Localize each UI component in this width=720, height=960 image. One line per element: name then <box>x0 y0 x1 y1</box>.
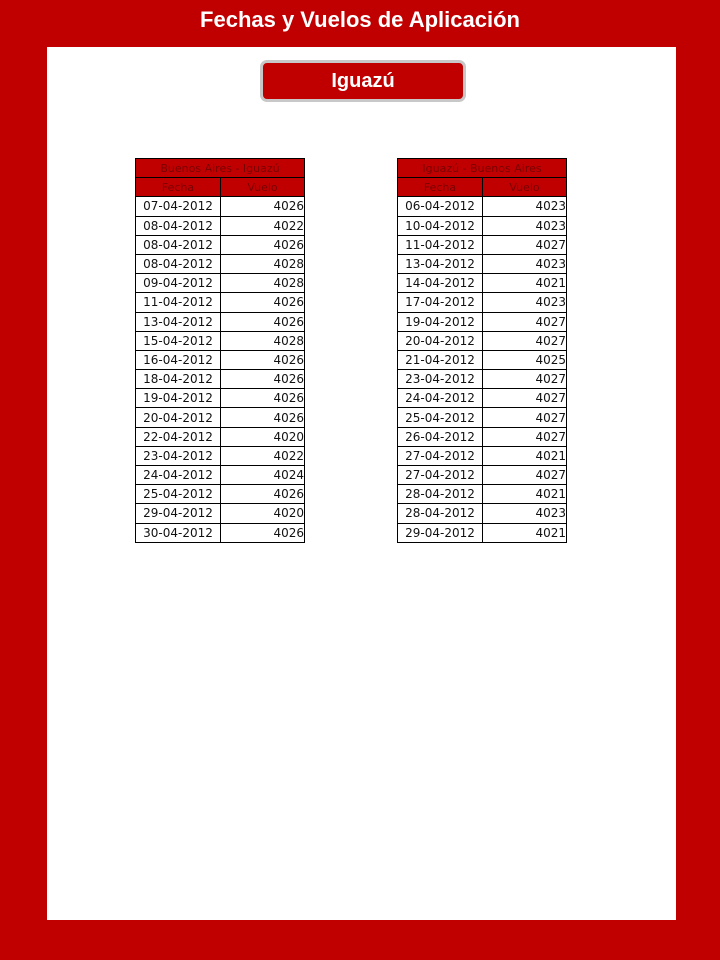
date-cell: 22-04-2012 <box>136 427 221 446</box>
table-row <box>136 254 305 273</box>
table-row <box>398 312 567 331</box>
table-row <box>136 408 305 427</box>
flight-cell: 4026 <box>221 293 305 312</box>
flight-cell: 4022 <box>221 216 305 235</box>
table-row <box>136 235 305 254</box>
table-row <box>136 350 305 369</box>
table-row <box>398 235 567 254</box>
date-cell: 18-04-2012 <box>136 370 221 389</box>
table-row <box>136 293 305 312</box>
date-cell: 08-04-2012 <box>136 254 221 273</box>
date-cell: 07-04-2012 <box>136 197 221 216</box>
column-header-flight: Vuelo <box>221 178 305 197</box>
date-cell: 25-04-2012 <box>136 485 221 504</box>
flight-cell: 4026 <box>221 312 305 331</box>
date-cell: 29-04-2012 <box>398 523 483 542</box>
section-badge: Iguazú <box>260 60 466 102</box>
flight-cell: 4026 <box>221 197 305 216</box>
date-cell: 15-04-2012 <box>136 331 221 350</box>
date-cell: 10-04-2012 <box>398 216 483 235</box>
flight-cell: 4027 <box>483 235 567 254</box>
date-cell: 20-04-2012 <box>136 408 221 427</box>
date-cell: 20-04-2012 <box>398 331 483 350</box>
flight-cell: 4021 <box>483 523 567 542</box>
table-caption: Iguazú - Buenos Aires <box>398 159 567 178</box>
flight-cell: 4020 <box>221 504 305 523</box>
table-row <box>136 485 305 504</box>
flights-table-outbound <box>135 158 305 543</box>
flight-cell: 4022 <box>221 446 305 465</box>
table-row <box>398 408 567 427</box>
flight-cell: 4023 <box>483 504 567 523</box>
date-cell: 13-04-2012 <box>398 254 483 273</box>
table-row <box>398 370 567 389</box>
date-cell: 17-04-2012 <box>398 293 483 312</box>
table-row <box>136 197 305 216</box>
date-cell: 06-04-2012 <box>398 197 483 216</box>
flight-cell: 4028 <box>221 254 305 273</box>
content-sheet <box>47 47 676 920</box>
date-cell: 23-04-2012 <box>136 446 221 465</box>
flight-cell: 4026 <box>221 370 305 389</box>
page-title: Fechas y Vuelos de Aplicación <box>200 7 520 32</box>
date-cell: 21-04-2012 <box>398 350 483 369</box>
date-cell: 13-04-2012 <box>136 312 221 331</box>
flight-cell: 4021 <box>483 485 567 504</box>
flight-cell: 4028 <box>221 331 305 350</box>
date-cell: 09-04-2012 <box>136 274 221 293</box>
date-cell: 27-04-2012 <box>398 466 483 485</box>
date-cell: 16-04-2012 <box>136 350 221 369</box>
flight-cell: 4026 <box>221 523 305 542</box>
flight-cell: 4027 <box>483 331 567 350</box>
date-cell: 08-04-2012 <box>136 235 221 254</box>
column-header-flight: Vuelo <box>483 178 567 197</box>
flight-cell: 4023 <box>483 293 567 312</box>
date-cell: 28-04-2012 <box>398 485 483 504</box>
flight-cell: 4025 <box>483 350 567 369</box>
table-row <box>136 389 305 408</box>
table-row <box>136 216 305 235</box>
flight-cell: 4026 <box>221 350 305 369</box>
table-row <box>398 485 567 504</box>
flight-cell: 4027 <box>483 408 567 427</box>
table-row <box>136 446 305 465</box>
flight-cell: 4027 <box>483 370 567 389</box>
flight-cell: 4020 <box>221 427 305 446</box>
date-cell: 19-04-2012 <box>398 312 483 331</box>
table-row <box>398 293 567 312</box>
table-row <box>398 274 567 293</box>
table-row <box>398 523 567 542</box>
column-header-date: Fecha <box>398 178 483 197</box>
table-row <box>136 312 305 331</box>
flight-cell: 4024 <box>221 466 305 485</box>
table-row <box>398 427 567 446</box>
flight-cell: 4026 <box>221 235 305 254</box>
flight-cell: 4021 <box>483 274 567 293</box>
table-row <box>136 523 305 542</box>
date-cell: 27-04-2012 <box>398 446 483 465</box>
flight-cell: 4026 <box>221 389 305 408</box>
date-cell: 25-04-2012 <box>398 408 483 427</box>
flight-cell: 4027 <box>483 466 567 485</box>
flight-cell: 4026 <box>221 408 305 427</box>
flight-cell: 4023 <box>483 254 567 273</box>
table-row <box>398 389 567 408</box>
date-cell: 14-04-2012 <box>398 274 483 293</box>
flight-cell: 4026 <box>221 485 305 504</box>
date-cell: 24-04-2012 <box>136 466 221 485</box>
table-row <box>398 254 567 273</box>
table-row <box>398 504 567 523</box>
table-caption: Buenos Aires - Iguazú <box>136 159 305 178</box>
column-header-date: Fecha <box>136 178 221 197</box>
table-row <box>398 197 567 216</box>
date-cell: 23-04-2012 <box>398 370 483 389</box>
table-row <box>136 466 305 485</box>
flight-cell: 4023 <box>483 197 567 216</box>
flight-cell: 4027 <box>483 312 567 331</box>
date-cell: 19-04-2012 <box>136 389 221 408</box>
date-cell: 11-04-2012 <box>136 293 221 312</box>
table-row <box>398 216 567 235</box>
table-row <box>398 331 567 350</box>
table-row <box>136 274 305 293</box>
table-row <box>136 427 305 446</box>
table-row <box>398 446 567 465</box>
table-row <box>136 370 305 389</box>
flights-table-return <box>397 158 567 543</box>
date-cell: 29-04-2012 <box>136 504 221 523</box>
table-row <box>398 466 567 485</box>
date-cell: 30-04-2012 <box>136 523 221 542</box>
date-cell: 11-04-2012 <box>398 235 483 254</box>
flight-cell: 4027 <box>483 389 567 408</box>
date-cell: 08-04-2012 <box>136 216 221 235</box>
table-row <box>136 331 305 350</box>
flight-cell: 4027 <box>483 427 567 446</box>
date-cell: 26-04-2012 <box>398 427 483 446</box>
flight-cell: 4028 <box>221 274 305 293</box>
table-row <box>136 504 305 523</box>
date-cell: 28-04-2012 <box>398 504 483 523</box>
flight-cell: 4023 <box>483 216 567 235</box>
date-cell: 24-04-2012 <box>398 389 483 408</box>
flight-cell: 4021 <box>483 446 567 465</box>
table-row <box>398 350 567 369</box>
